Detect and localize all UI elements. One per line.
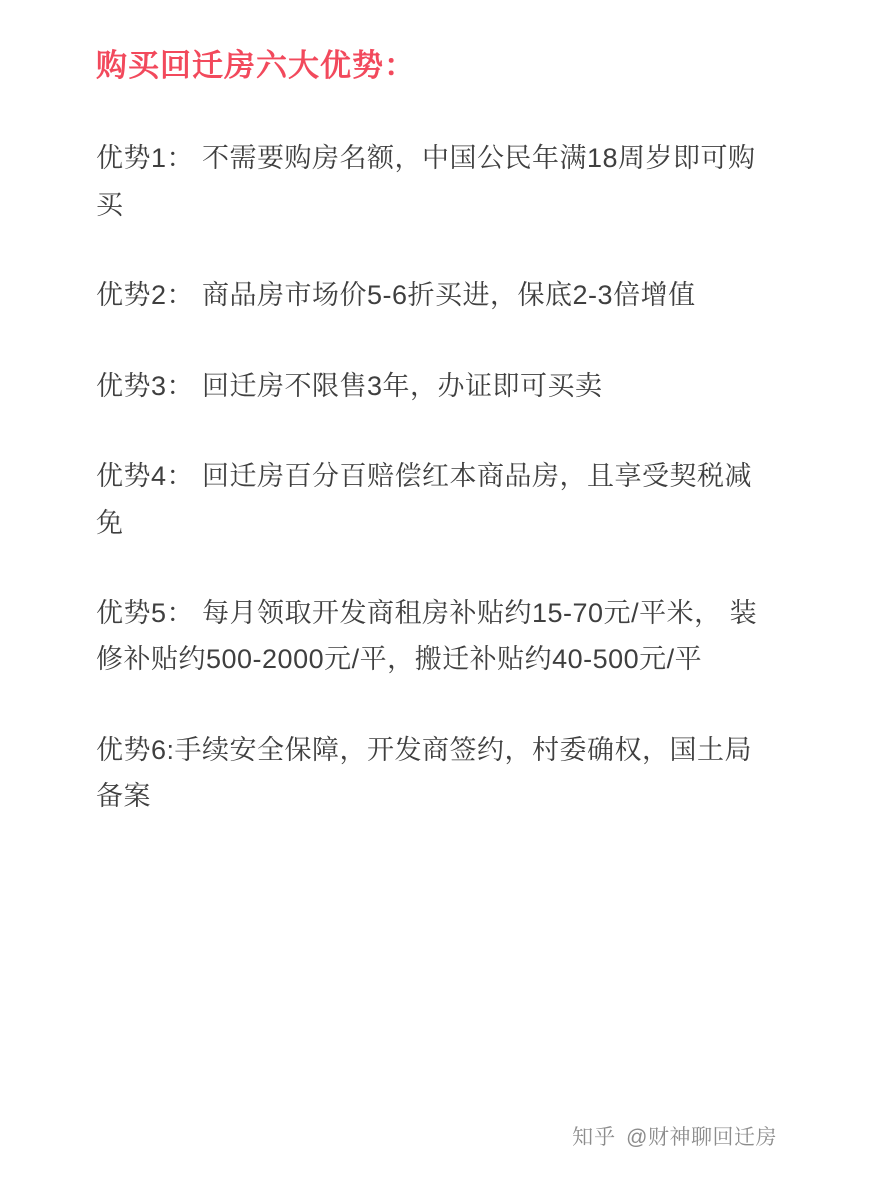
list-item: 优势5： 每月领取开发商租房补贴约15-70元/平米， 装修补贴约500-2000元/平，搬迁补贴约40-500元/平	[96, 598, 758, 675]
list-item: 优势1： 不需要购房名额，中国公民年满18周岁即可购买	[96, 143, 756, 220]
watermark-footer	[572, 1121, 777, 1151]
list-item: 优势4： 回迁房百分百赔偿红本商品房，且享受契税减免	[96, 461, 753, 538]
list-item: 优势6:手续安全保障，开发商签约，村委确权，国土局备案	[96, 734, 753, 812]
zhihu-logo: 知乎	[572, 1126, 617, 1149]
advantages-list	[96, 135, 777, 819]
list-item: 优势2： 商品房市场价5-6折买进，保底2-3倍增值	[96, 280, 696, 311]
author-handle: @财神聊回迁房	[626, 1126, 777, 1149]
page-title: 购买回迁房六大优势：	[96, 48, 416, 83]
list-item: 优势3： 回迁房不限售3年，办证即可买卖	[96, 370, 603, 401]
